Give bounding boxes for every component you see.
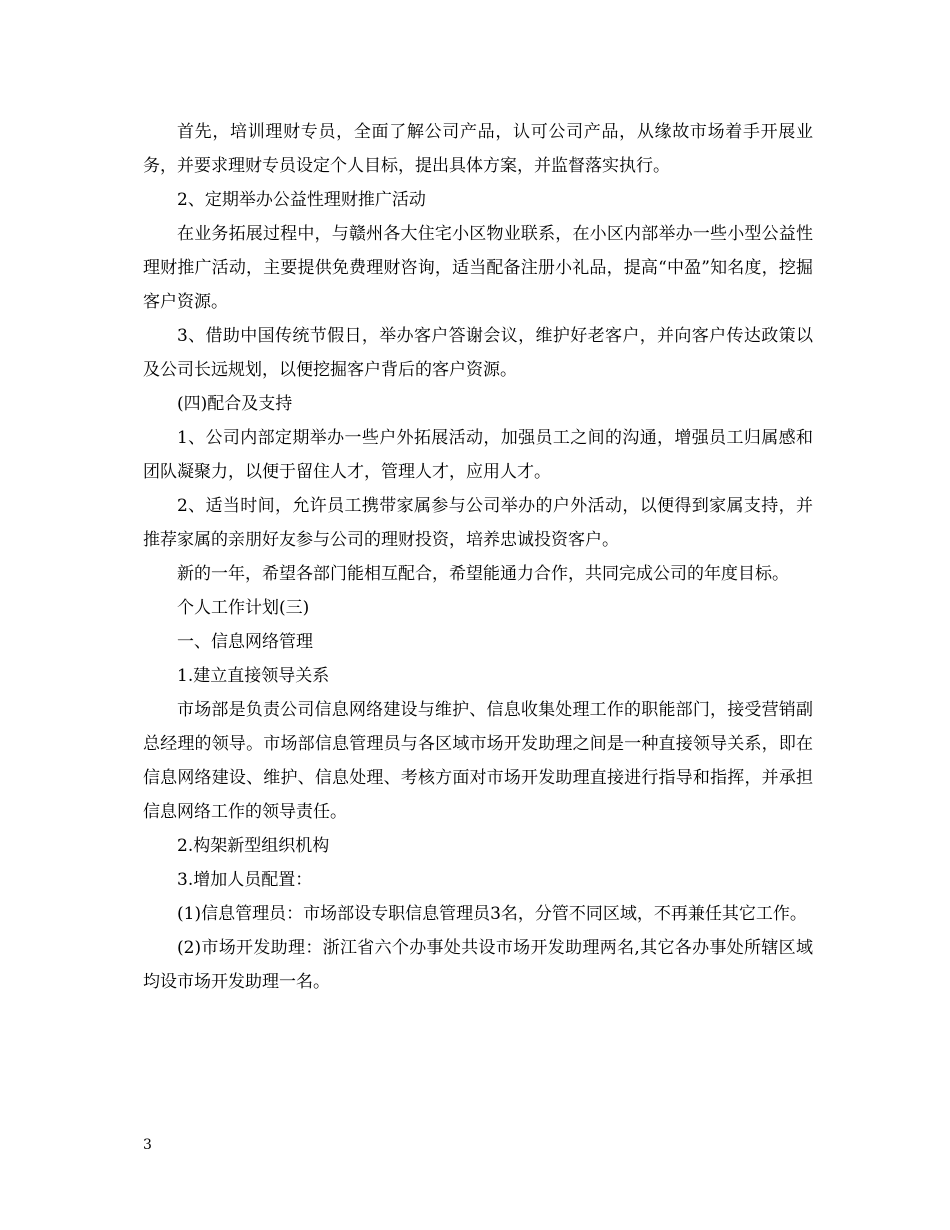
paragraph: (1)信息管理员：市场部设专职信息管理员3名，分管不同区域，不再兼任其它工作。 xyxy=(177,904,807,924)
paragraph: 首先，培训理财专员，全面了解公司产品，认可公司产品，从缘故市场着手开展业务，并要求理财专员设定个人目标，提出具体方案，并监督落实执行。 xyxy=(143,122,813,176)
section-heading: 1.建立直接领导关系 xyxy=(177,666,330,686)
paragraph: 2、定期举办公益性理财推广活动 xyxy=(177,190,426,210)
document-body xyxy=(143,115,813,999)
paragraph: 2、适当时间，允许员工携带家属参与公司举办的户外活动，以便得到家属支持，并推荐家属的亲朋好友参与公司的理财投资，培养忠诚投资客户。 xyxy=(143,496,813,550)
section-heading: 一、信息网络管理 xyxy=(177,632,313,652)
section-heading: 3.增加人员配置： xyxy=(177,870,313,890)
paragraph: 市场部是负责公司信息网络建设与维护、信息收集处理工作的职能部门，接受营销副总经理的领导。市场部信息管理员与各区域市场开发助理之间是一种直接领导关系，即在信息网络建设、维护、信息处理、考核方面对市场开发助理直接进行指导和指挥，并承担信息网络工作的领导责任。 xyxy=(143,700,813,822)
paragraph: 1、公司内部定期举办一些户外拓展活动，加强员工之间的沟通，增强员工归属感和团队凝聚力，以便于留住人才，管理人才，应用人才。 xyxy=(143,428,813,482)
paragraph: 新的一年，希望各部门能相互配合，希望能通力合作，共同完成公司的年度目标。 xyxy=(177,564,789,584)
paragraph: 3、借助中国传统节假日，举办客户答谢会议，维护好老客户，并向客户传达政策以及公司长远规划，以便挖掘客户背后的客户资源。 xyxy=(143,326,813,380)
page-number: 3 xyxy=(143,1137,152,1153)
paragraph: (2)市场开发助理：浙江省六个办事处共设市场开发助理两名,其它各办事处所辖区域均设市场开发助理一名。 xyxy=(143,938,813,992)
paragraph: 在业务拓展过程中，与赣州各大住宅小区物业联系，在小区内部举办一些小型公益性理财推广活动，主要提供免费理财咨询，适当配备注册小礼品，提高“中盈”知名度，挖掘客户资源。 xyxy=(143,224,813,312)
section-heading: 个人工作计划(三) xyxy=(177,598,310,618)
section-heading: 2.构架新型组织机构 xyxy=(177,836,330,856)
section-heading: (四)配合及支持 xyxy=(177,394,293,414)
